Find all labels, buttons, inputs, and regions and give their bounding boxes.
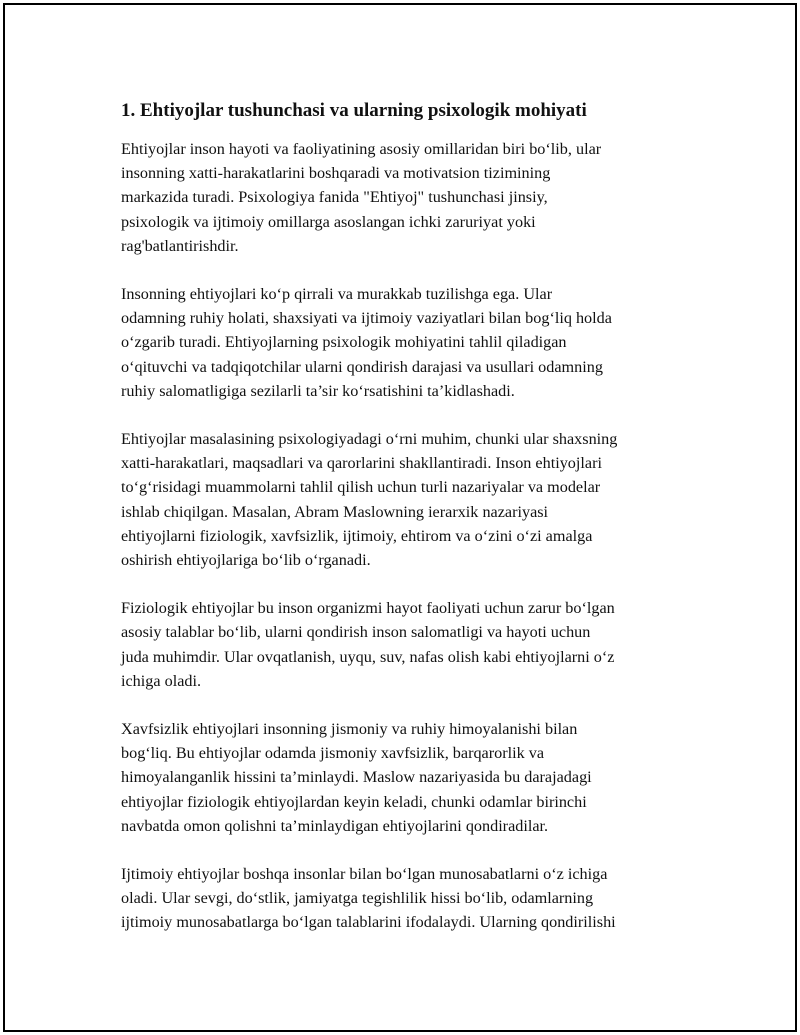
paragraph-line: navbatda omon qolishni ta’minlaydigan ehtiyojlarini qondiradilar. (121, 816, 549, 835)
paragraph-line: himoyalanganlik hissini ta’minlaydi. Maslow nazariyasida bu darajadagi (121, 768, 592, 787)
paragraph-line: Ehtiyojlar inson hayoti va faoliyatining asosiy omillaridan biri bo‘lib, ular (121, 140, 602, 158)
paragraph (121, 282, 711, 403)
paragraph-line: markazida turadi. Psixologiya fanida "Ehtiyoj" tushunchasi jinsiy, (121, 188, 548, 207)
paragraph-line: ichiga oladi. (121, 671, 202, 690)
paragraph (121, 137, 711, 258)
section-heading: 1. Ehtiyojlar tushunchasi va ularning psixologik mohiyati (121, 100, 587, 121)
paragraph-line: Fiziologik ehtiyojlar bu inson organizmi hayot faoliyati uchun zarur bo‘lgan (121, 599, 615, 618)
paragraph-line: insonning xatti-harakatlarini boshqaradi va motivatsion tizimining (121, 164, 551, 183)
paragraph-line: ijtimoiy munosabatlarga bo‘lgan talablarini ifodalaydi. Ularning qondirilishi (121, 913, 616, 932)
paragraph (121, 596, 711, 693)
paragraph-line: bog‘liq. Bu ehtiyojlar odamda jismoniy xavfsizlik, barqarorlik va (121, 744, 545, 763)
document-body (121, 97, 711, 959)
paragraph-line: oshirish ehtiyojlariga bo‘lib o‘rganadi. (121, 551, 371, 570)
paragraph-line: Ijtimoiy ehtiyojlar boshqa insonlar bilan bo‘lgan munosabatlarni o‘z ichiga (121, 865, 608, 884)
paragraph-line: Insonning ehtiyojlari ko‘p qirrali va murakkab tuzilishga ega. Ular (121, 285, 553, 304)
paragraph (121, 717, 711, 838)
paragraph-line: Ehtiyojlar masalasining psixologiyadagi o‘rni muhim, chunki ular shaxsning (121, 430, 618, 449)
paragraph-line: to‘g‘risidagi muammolarni tahlil qilish uchun turli nazariyalar va modelar (121, 478, 601, 497)
paragraph-list (121, 137, 711, 935)
paragraph-line: ehtiyojlar fiziologik ehtiyojlardan keyin keladi, chunki odamlar birinchi (121, 792, 587, 811)
paragraph-line: xatti-harakatlari, maqsadlari va qarorlarini shakllantiradi. Inson ehtiyojlari (121, 454, 602, 473)
paragraph-line: ehtiyojlarni fiziologik, xavfsizlik, ijtimoiy, ehtirom va o‘zini o‘zi amalga (121, 526, 593, 545)
paragraph-line: o‘zgarib turadi. Ehtiyojlarning psixologik mohiyatini tahlil qiladigan (121, 333, 567, 352)
paragraph (121, 862, 711, 935)
paragraph-line: ishlab chiqilgan. Masalan, Abram Maslowning ierarxik nazariyasi (121, 502, 549, 521)
paragraph-line: psixologik va ijtimoiy omillarga asoslangan ichki zaruriyat yoki (121, 212, 536, 231)
paragraph-line: asosiy talablar bo‘lib, ularni qondirish inson salomatligi va hayoti uchun (121, 623, 591, 642)
paragraph-line: juda muhimdir. Ular ovqatlanish, uyqu, suv, nafas olish kabi ehtiyojlarni o‘z (121, 647, 615, 666)
paragraph-line: oladi. Ular sevgi, do‘stlik, jamiyatga tegishlilik hissi bo‘lib, odamlarning (121, 889, 594, 908)
paragraph-line: Xavfsizlik ehtiyojlari insonning jismoniy va ruhiy himoyalanishi bilan (121, 720, 578, 739)
page-frame (3, 3, 797, 1032)
paragraph-line: ruhiy salomatligiga sezilarli ta’sir ko‘rsatishini ta’kidlashadi. (121, 381, 515, 400)
paragraph-line: rag'batlantirishdir. (121, 236, 239, 255)
paragraph-line: odamning ruhiy holati, shaxsiyati va ijtimoiy vaziyatlari bilan bog‘liq holda (121, 309, 612, 328)
paragraph (121, 427, 711, 572)
paragraph-line: o‘qituvchi va tadqiqotchilar ularni qondirish darajasi va usullari odamning (121, 357, 603, 376)
